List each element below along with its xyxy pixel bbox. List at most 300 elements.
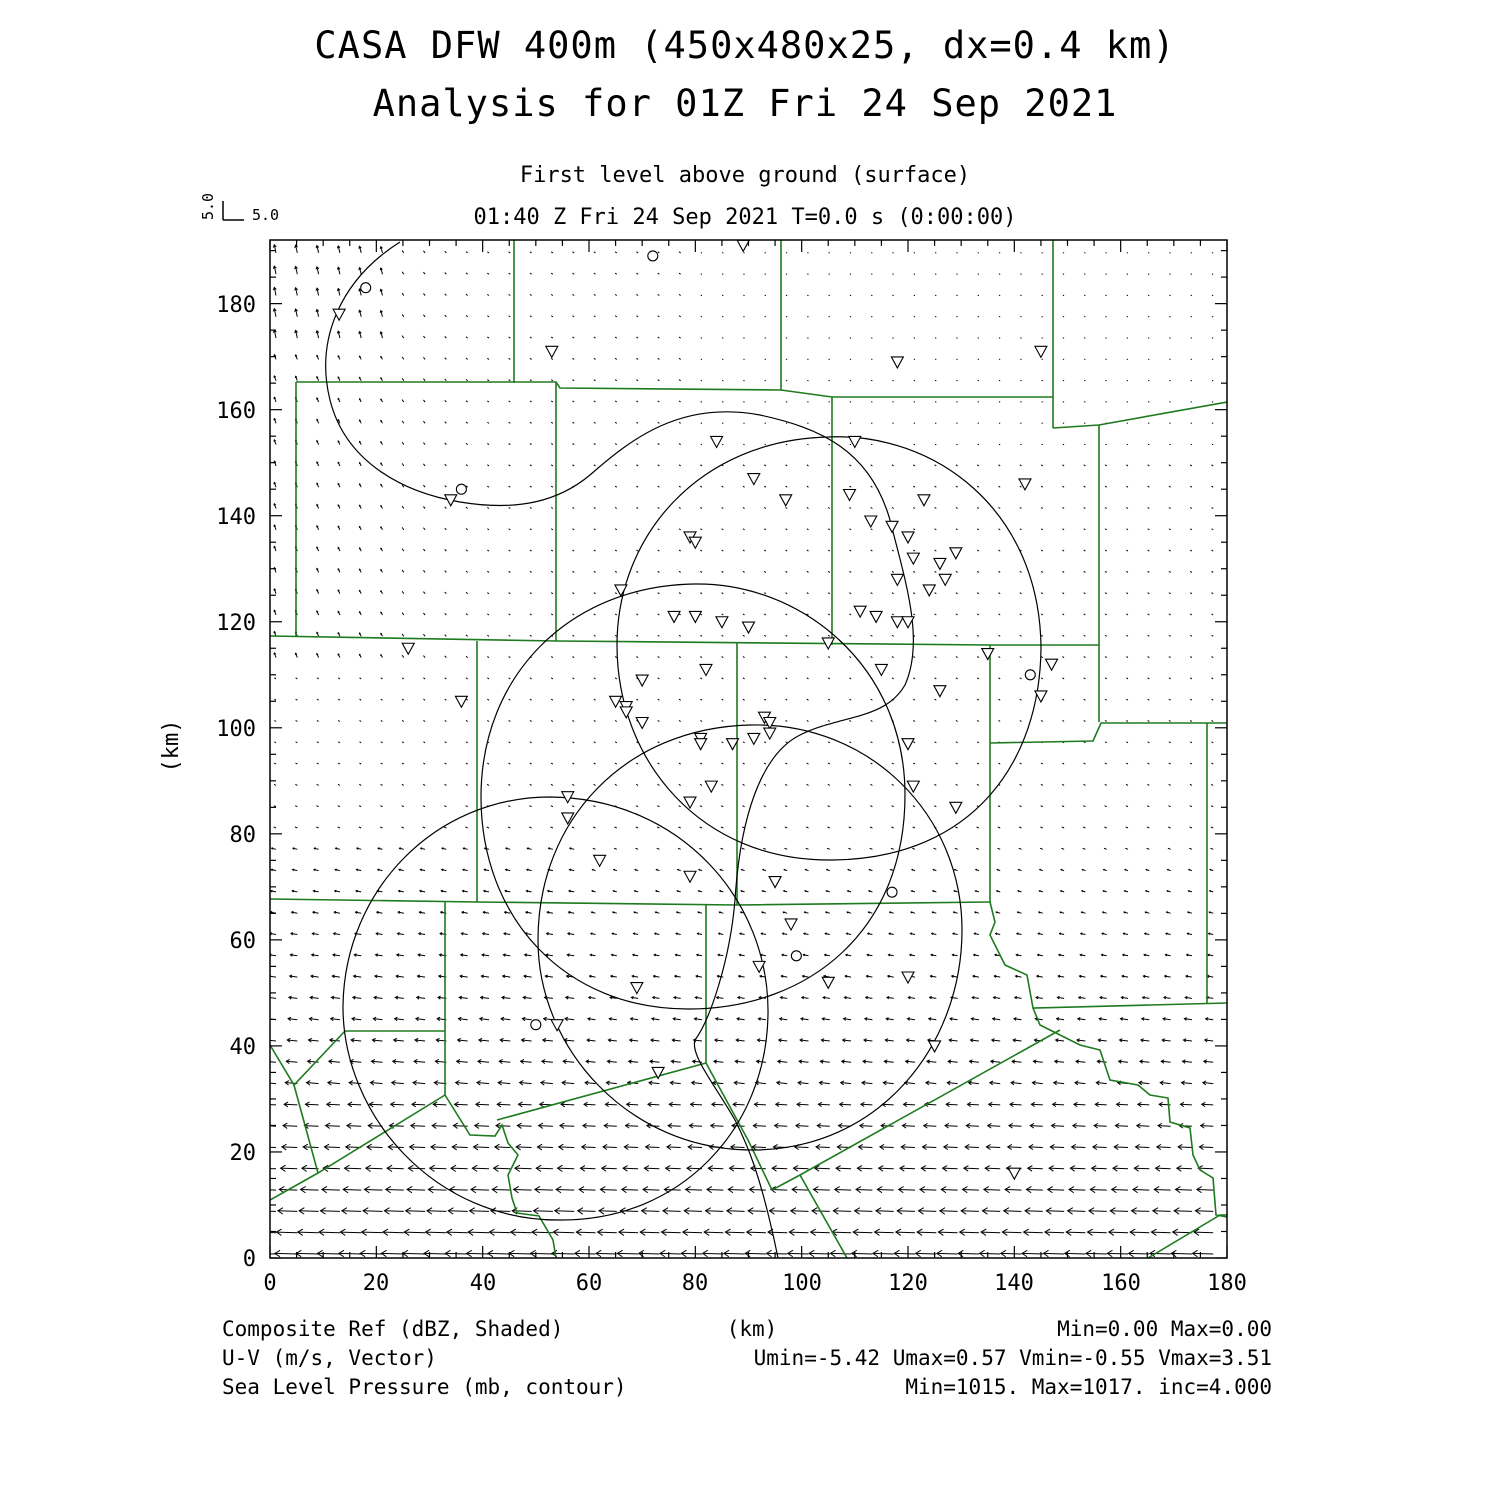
station-triangle-marker [562, 813, 574, 824]
wind-vector [338, 398, 340, 402]
wind-vector [1132, 1208, 1150, 1214]
wind-vector [1212, 507, 1214, 508]
wind-vector [977, 678, 979, 679]
wind-vector [863, 1060, 872, 1064]
wind-vector [644, 1166, 659, 1172]
station-circle-marker [361, 283, 371, 293]
wind-vector [722, 571, 724, 572]
wind-vector [1016, 954, 1021, 956]
wind-vector [1126, 720, 1128, 721]
wind-vector [689, 1123, 702, 1128]
wind-vector [316, 331, 319, 338]
wind-vector [977, 784, 979, 785]
wind-vector [1184, 1018, 1192, 1021]
wind-vector [275, 1250, 297, 1256]
wind-vector [338, 356, 340, 360]
wind-vector [871, 550, 873, 551]
wind-vector [902, 1123, 915, 1128]
wind-vector [1029, 1144, 1043, 1149]
wind-vector [763, 848, 766, 849]
wind-vector [786, 614, 788, 615]
wind-vector [381, 591, 383, 594]
wind-vector [296, 1250, 318, 1256]
wind-vector [1169, 550, 1171, 551]
wind-vector [636, 550, 638, 551]
wind-vector [1041, 763, 1043, 764]
wind-vector [457, 1059, 468, 1063]
wind-vector [412, 1102, 425, 1107]
wind-vector [381, 699, 383, 700]
vector-key-u: 5.0 [252, 206, 280, 224]
wind-vector [800, 1039, 808, 1042]
wind-vector [530, 401, 532, 402]
wind-vector [703, 1250, 724, 1256]
wind-vector [466, 507, 468, 508]
wind-vector [316, 806, 318, 807]
wind-vector [827, 827, 829, 828]
wind-vector [777, 1081, 787, 1085]
wind-vector [530, 550, 532, 551]
wind-vector [337, 246, 340, 253]
wind-vector [445, 571, 447, 573]
wind-vector [283, 1123, 297, 1128]
station-triangle-marker [546, 346, 558, 357]
wind-vector [826, 890, 830, 891]
wind-vector [830, 1250, 851, 1256]
wind-vector [541, 1081, 553, 1086]
wind-vector [849, 507, 851, 508]
wind-vector [274, 678, 276, 679]
wind-vector [658, 699, 660, 700]
wind-vector [317, 526, 319, 530]
wind-vector [1061, 848, 1064, 849]
wind-vector [1096, 1081, 1106, 1085]
wind-vector [806, 848, 809, 849]
wind-vector [700, 720, 702, 721]
wind-vector [635, 869, 638, 870]
wind-vector [573, 657, 575, 658]
wind-vector [862, 1081, 872, 1085]
wind-vector [274, 653, 276, 658]
wind-vector [979, 1250, 1000, 1256]
wind-vector [998, 848, 1001, 849]
station-triangle-marker [620, 707, 632, 718]
wind-vector [977, 550, 979, 551]
wind-vector [573, 273, 575, 274]
wind-vector [338, 633, 340, 637]
wind-vector [636, 806, 638, 807]
wind-vector [1032, 1081, 1042, 1085]
wind-vector [828, 806, 830, 807]
wind-vector [1148, 720, 1150, 721]
wind-vector [1169, 784, 1171, 785]
wind-vector [594, 422, 596, 423]
wind-vector [1105, 784, 1107, 785]
wind-vector [636, 337, 638, 338]
wind-vector [1190, 806, 1192, 807]
wind-vector [1062, 699, 1064, 700]
wind-vector [719, 912, 723, 914]
wind-vector [514, 1186, 532, 1192]
wind-vector [657, 848, 660, 849]
wind-vector [354, 975, 362, 978]
wind-vector [1084, 635, 1086, 636]
wind-vector [551, 614, 553, 615]
wind-vector [615, 784, 617, 785]
wind-vector [594, 720, 596, 721]
wind-vector [699, 869, 702, 870]
wind-vector [1168, 827, 1170, 828]
wind-vector [956, 465, 958, 466]
wind-vector [509, 337, 511, 338]
wind-vector [1066, 1229, 1085, 1235]
wind-vector [509, 252, 511, 253]
wind-vector [1169, 763, 1171, 764]
wind-vector [344, 1165, 361, 1171]
station-triangle-marker [689, 611, 701, 622]
wind-vector [374, 996, 382, 999]
wind-vector [946, 1102, 957, 1106]
wind-vector [1124, 890, 1128, 891]
wind-vector [764, 763, 766, 764]
wind-vector [861, 1102, 872, 1106]
wind-vector [1093, 1144, 1107, 1149]
wind-vector [615, 550, 617, 551]
wind-vector [684, 1208, 702, 1214]
wind-vector [423, 293, 425, 295]
wind-vector [487, 678, 489, 679]
wind-vector [764, 486, 766, 487]
wind-vector [827, 869, 830, 870]
wind-vector [509, 358, 511, 359]
wind-vector [977, 593, 979, 594]
wind-vector [977, 657, 979, 658]
wind-vector [411, 1123, 425, 1128]
wind-vector [833, 1208, 851, 1214]
wind-vector [827, 848, 830, 849]
wind-vector [508, 784, 510, 785]
wind-vector [472, 1165, 489, 1171]
wind-vector [551, 763, 553, 764]
wind-vector [1062, 507, 1064, 508]
wind-vector [445, 613, 447, 615]
wind-vector [460, 975, 468, 978]
wind-vector [501, 1017, 510, 1020]
wind-vector [892, 678, 894, 679]
wind-vector [976, 869, 979, 870]
y-tick-label: 100 [216, 717, 256, 742]
wind-vector [596, 1250, 617, 1256]
wind-vector [1126, 593, 1128, 594]
wind-vector [1062, 550, 1064, 551]
wind-vector [1121, 996, 1128, 999]
wind-vector [743, 507, 745, 508]
wind-vector [1062, 635, 1064, 636]
wind-vector [487, 827, 489, 828]
wind-vector [999, 507, 1001, 508]
wind-vector [445, 486, 447, 488]
wind-vector [522, 1017, 531, 1020]
wind-vector [586, 1060, 595, 1064]
wind-vector [892, 465, 894, 466]
wind-vector [927, 1060, 936, 1064]
wind-vector [317, 419, 319, 423]
wind-vector [674, 996, 681, 999]
wind-vector [913, 657, 915, 658]
wind-vector [1188, 890, 1192, 891]
wind-vector [360, 678, 362, 679]
wind-vector [312, 954, 319, 957]
wind-vector [1144, 954, 1149, 956]
wind-vector [1084, 507, 1086, 508]
wind-vector [487, 486, 489, 487]
wind-vector [679, 337, 681, 338]
wind-vector [1103, 890, 1107, 891]
wind-vector [402, 613, 404, 615]
wind-vector [1105, 678, 1107, 679]
wind-vector [828, 550, 830, 551]
wind-vector [977, 742, 979, 743]
wind-vector [402, 763, 404, 764]
wind-vector [1018, 869, 1021, 870]
wind-vector [949, 1039, 957, 1042]
wind-vector [578, 1208, 596, 1214]
wind-vector [291, 933, 297, 935]
wind-vector [743, 529, 745, 530]
wind-vector [491, 1208, 510, 1214]
wind-vector [254, 1250, 276, 1256]
wind-vector [636, 380, 638, 381]
wind-vector [737, 1018, 745, 1021]
wind-vector [338, 611, 340, 615]
wind-vector [509, 657, 511, 658]
wind-vector [509, 529, 511, 530]
wind-vector [1126, 763, 1128, 764]
wind-vector [899, 1187, 915, 1193]
wind-vector [1078, 1018, 1086, 1021]
wind-vector [807, 763, 809, 764]
wind-vector [642, 1208, 660, 1214]
wind-vector [764, 806, 766, 807]
wind-vector [423, 549, 425, 551]
wind-vector [658, 720, 660, 721]
wind-vector [932, 933, 937, 935]
wind-vector [757, 1039, 765, 1042]
wind-vector [828, 465, 830, 466]
wind-vector [338, 548, 340, 552]
wind-vector [445, 678, 447, 679]
wind-vector [658, 529, 660, 530]
wind-vector [940, 1208, 958, 1214]
station-circle-marker [1025, 670, 1035, 680]
wind-vector [764, 593, 766, 594]
wind-vector [402, 591, 404, 593]
wind-vector [530, 507, 532, 508]
wind-vector [742, 869, 745, 870]
wind-vector [334, 911, 340, 913]
wind-vector [568, 933, 574, 935]
wind-vector [636, 784, 638, 785]
wind-vector [462, 890, 467, 892]
wind-vector [885, 1039, 893, 1042]
wind-vector [1059, 933, 1064, 935]
wind-vector [742, 848, 745, 849]
wind-vector [724, 1250, 745, 1256]
wind-vector [804, 933, 809, 935]
wind-vector [764, 529, 766, 530]
wind-vector [309, 1017, 318, 1020]
wind-vector [1145, 912, 1149, 914]
wind-vector [575, 1250, 596, 1256]
wind-vector [591, 933, 596, 935]
wind-vector [934, 784, 936, 785]
wind-vector [668, 1123, 681, 1128]
wind-vector [509, 422, 511, 423]
wind-vector [873, 1250, 894, 1256]
wind-vector [874, 1229, 893, 1235]
wind-vector [594, 252, 596, 253]
wind-vector [1095, 1102, 1106, 1106]
wind-vector [423, 421, 425, 423]
wind-vector [679, 465, 681, 466]
wind-vector [1041, 614, 1043, 615]
wind-vector [700, 550, 702, 551]
wind-vector [1167, 890, 1171, 891]
wind-vector [591, 912, 595, 914]
wind-vector [658, 273, 660, 274]
wind-vector [1190, 529, 1192, 530]
wind-vector [956, 507, 958, 508]
wind-vector [1190, 784, 1192, 785]
wind-vector [891, 827, 893, 828]
wind-vector [318, 1250, 340, 1256]
wind-vector [255, 1229, 276, 1235]
wind-vector [761, 933, 766, 935]
wind-vector [1039, 890, 1043, 891]
wind-vector [296, 720, 298, 721]
wind-vector [402, 678, 404, 679]
wind-vector [367, 1144, 382, 1150]
wind-vector [910, 954, 915, 956]
wind-vector [573, 401, 575, 402]
wind-vector [1049, 1166, 1064, 1172]
wind-vector [482, 954, 489, 957]
wind-vector [466, 592, 468, 593]
wind-vector [1212, 699, 1214, 700]
wind-vector [1143, 975, 1149, 977]
wind-vector [487, 507, 489, 508]
wind-vector [696, 975, 702, 977]
station-triangle-marker [891, 574, 903, 585]
wind-vector [1105, 763, 1107, 764]
wind-vector [617, 1250, 638, 1256]
wind-vector [1104, 827, 1106, 828]
wind-vector [381, 742, 383, 743]
wind-vector [721, 806, 723, 807]
wind-vector [679, 678, 681, 679]
wind-vector [999, 614, 1001, 615]
wind-vector [973, 975, 979, 977]
wind-vector [347, 1123, 361, 1128]
wind-vector [484, 869, 489, 871]
wind-vector [423, 613, 425, 615]
wind-vector [658, 337, 660, 338]
wind-vector [697, 954, 702, 956]
wind-vector [658, 401, 660, 402]
wind-vector [615, 316, 617, 317]
wind-vector [1203, 1081, 1213, 1085]
wind-vector [477, 1081, 489, 1086]
wind-vector [487, 550, 489, 551]
wind-vector [1039, 912, 1043, 914]
wind-vector [387, 1165, 404, 1171]
wind-vector [1190, 678, 1192, 679]
wind-vector [999, 486, 1001, 487]
wind-vector [1148, 742, 1150, 743]
wind-vector [428, 1186, 446, 1192]
wind-vector [572, 784, 574, 785]
wind-vector [935, 720, 937, 721]
wind-vector [553, 1229, 574, 1235]
wind-vector [935, 593, 937, 594]
wind-vector [651, 1039, 659, 1042]
wind-vector [612, 933, 617, 935]
wind-vector [1041, 806, 1043, 807]
pressure-contours [326, 242, 1041, 1258]
footer-field2-stats: Umin=-5.42 Umax=0.57 Vmin=-0.55 Vmax=3.51 [753, 1346, 1272, 1370]
wind-vector [403, 1250, 425, 1256]
wind-vector [632, 975, 638, 977]
station-triangle-marker [929, 1041, 941, 1052]
wind-vector [1140, 1060, 1149, 1064]
wind-vector [1129, 1250, 1150, 1256]
wind-vector [487, 635, 489, 636]
wind-vector [319, 1229, 340, 1235]
station-triangle-marker [711, 436, 723, 447]
wind-vector [384, 1208, 403, 1214]
wind-vector [326, 1123, 340, 1128]
wind-vector [274, 763, 276, 764]
wind-vector [398, 933, 404, 935]
wind-vector [551, 699, 553, 700]
wind-vector [1084, 550, 1086, 551]
wind-vector [445, 400, 447, 402]
wind-vector [572, 763, 574, 764]
wind-vector [551, 294, 553, 295]
y-tick-label: 40 [229, 1035, 256, 1060]
wind-vector [594, 316, 596, 317]
wind-vector [1020, 486, 1022, 487]
wind-vector [1126, 699, 1128, 700]
wind-vector [636, 571, 638, 572]
wind-vector [524, 975, 532, 978]
wind-vector [338, 720, 340, 721]
wind-vector [359, 806, 361, 807]
wind-vector [653, 996, 660, 999]
wind-vector [445, 358, 447, 360]
wind-vector [572, 806, 574, 807]
wind-vector [624, 1144, 638, 1149]
station-triangle-marker [780, 495, 792, 506]
wind-vector [557, 1165, 574, 1171]
wind-vector [883, 1081, 893, 1085]
x-tick-label: 40 [469, 1271, 497, 1296]
wind-vector [445, 273, 447, 275]
wind-vector [316, 267, 319, 274]
wind-vector [551, 571, 553, 572]
wind-vector [530, 337, 532, 338]
wind-vector [573, 593, 575, 594]
